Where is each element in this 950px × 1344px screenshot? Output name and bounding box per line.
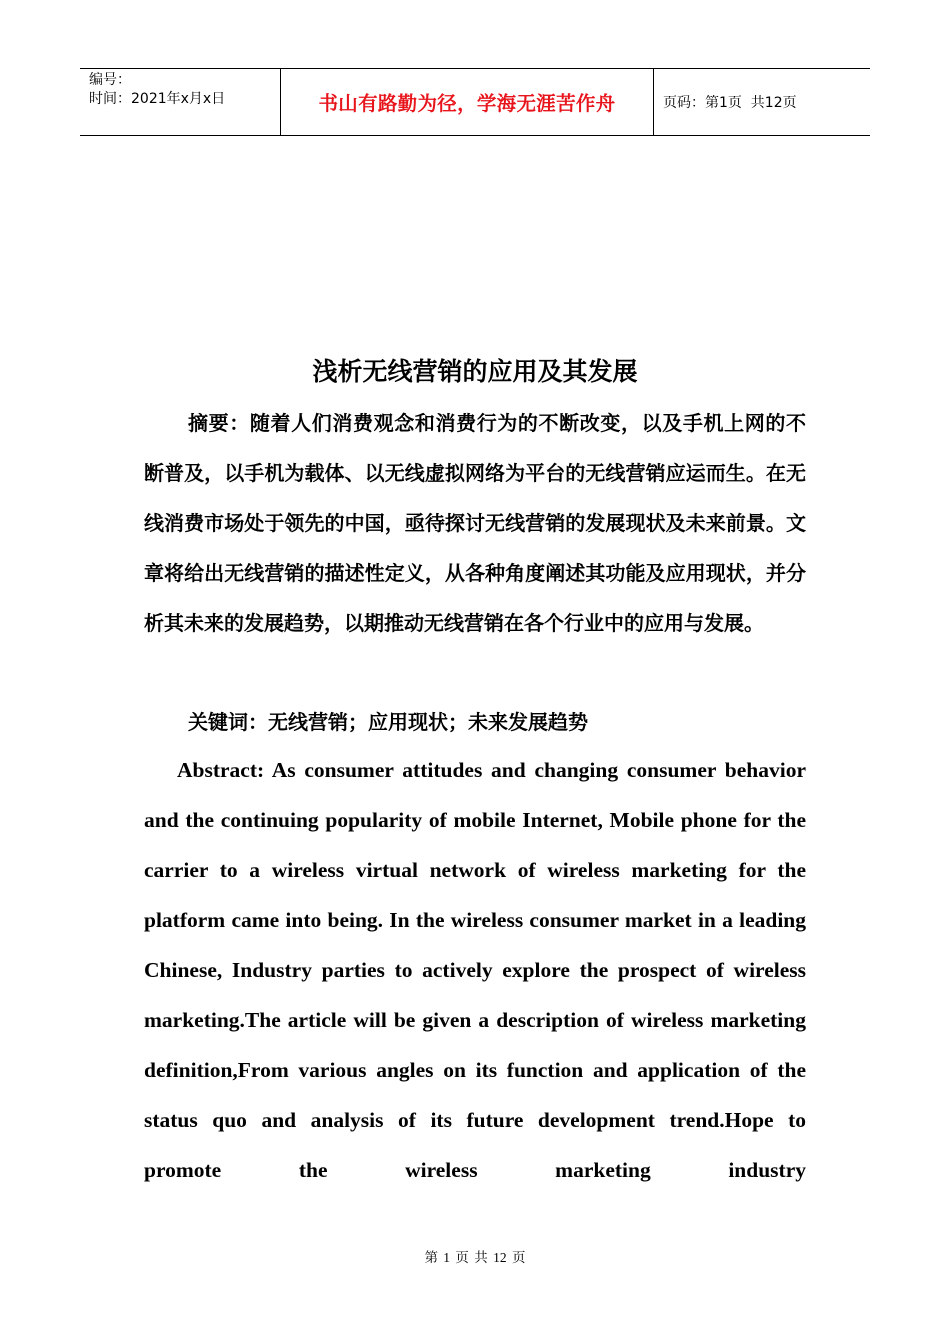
header-meta-cell xyxy=(80,69,281,135)
motto-text: 书山有路勤为径，学海无涯苦作舟 xyxy=(318,92,616,115)
abstract-chinese: 摘要：随着人们消费观念和消费行为的不断改变，以及手机上网的不断普及，以手机为载体、以无线虚拟网络为平台的无线营销应运而生。在无线消费市场处于领先的中国，亟待探讨无线营销的发展现状及未来前景。文章将给出无线营销的描述性定义，从各种角度阐述其功能及应用现状，并分析其未来的发展趋势，以期推动无线营销在各个行业中的应用与发展。 xyxy=(144,411,806,635)
time-label: 时间：2021年x月x日 xyxy=(89,91,226,107)
page-label: 页码：第1页 共12页 xyxy=(663,95,797,111)
page-header xyxy=(80,68,870,136)
header-motto-cell xyxy=(281,69,654,135)
page-footer: 第 1 页 共 12 页 xyxy=(424,1250,526,1265)
header-page-cell xyxy=(654,69,870,135)
document-title: 浅析无线营销的应用及其发展 xyxy=(312,357,638,386)
abstract-english: Abstract: As consumer attitudes and changing consumer behavior and the continuing popularity of mobile Internet, Mobile phone for the carrier to a wireless virtual network of wireless marketing for the platform came into being. In the wireless consumer market in a leading Chinese, Industry parties to actively explore the prospect of wireless marketing.The article will be given a description of wireless marketing definition,From various angles on its function and application of the status quo and analysis of its future development trend.Hope to promote the wireless marketing industry xyxy=(144,758,806,1182)
serial-label: 编号： xyxy=(89,72,131,88)
keywords: 关键词：无线营销；应用现状；未来发展趋势 xyxy=(188,710,588,734)
